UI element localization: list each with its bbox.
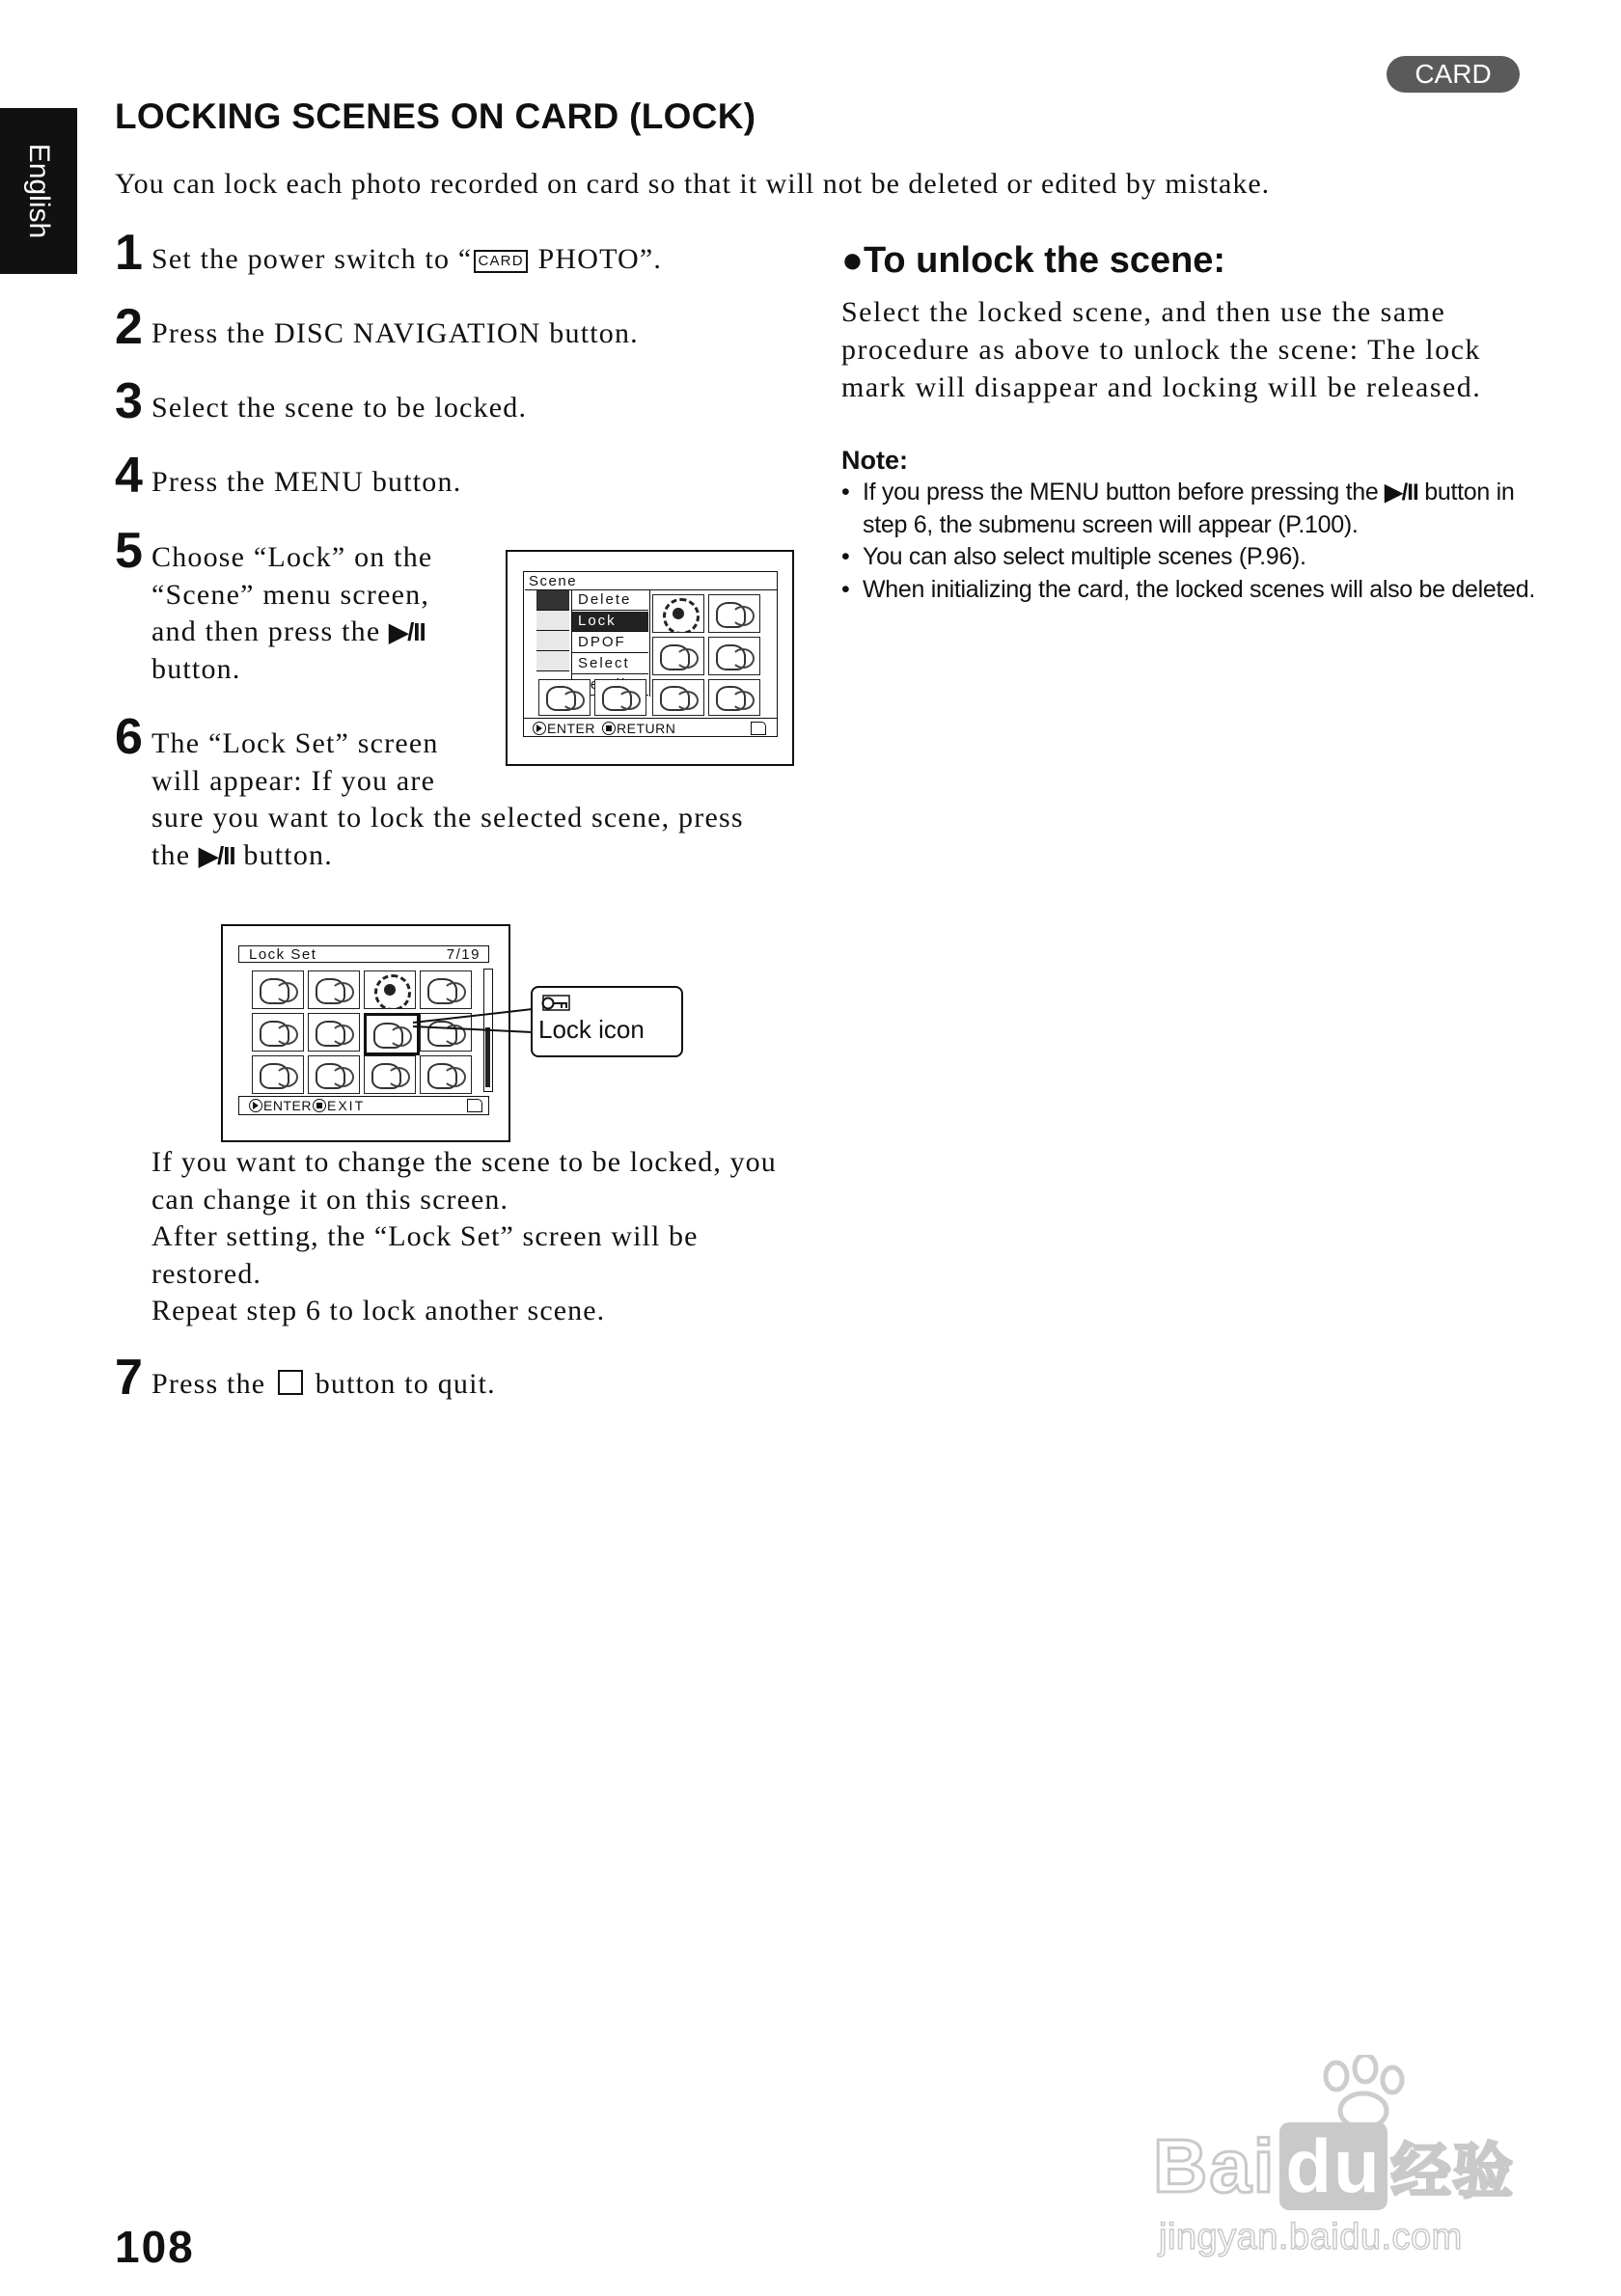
step-line-text: the xyxy=(151,838,191,871)
note-list xyxy=(841,477,1536,606)
step-text xyxy=(151,1366,496,1404)
footer-enter-label: ENTER xyxy=(547,721,595,736)
play-pause-icon: ▶/II xyxy=(389,617,426,646)
menu-item-lock[interactable]: Lock xyxy=(572,612,648,632)
note-item: • When initializing the card, the locked scenes will also be deleted. xyxy=(841,574,1536,607)
thumbnail xyxy=(652,594,704,633)
unlock-body: Select the locked scene, and then use the same procedure as above to unlock the scene: The lock mark will disappear and locking will be released. xyxy=(841,296,1482,403)
step-text xyxy=(151,539,432,688)
step-line: button. xyxy=(151,652,241,685)
page-title: LOCKING SCENES ON CARD (LOCK) xyxy=(115,96,756,136)
step-number: 2 xyxy=(115,299,143,355)
stop-circle-icon xyxy=(313,1099,326,1112)
watermark-brand xyxy=(1153,2122,1515,2210)
play-pause-icon: ▶/II xyxy=(198,840,235,870)
play-circle-icon xyxy=(249,1099,262,1112)
lockset-counter: 7/19 xyxy=(446,946,481,963)
play-pause-icon: ▶/II xyxy=(1385,479,1418,506)
lockset-title-bar xyxy=(238,945,489,963)
key-icon xyxy=(540,994,571,1013)
footer-enter xyxy=(249,1098,312,1113)
detail-line: If you want to change the scene to be locked, you xyxy=(151,1146,777,1178)
scene-screen-title: Scene xyxy=(525,573,778,590)
footer-exit-label: EXIT xyxy=(327,1098,366,1113)
intro-text: You can lock each photo recorded on card so that it will not be deleted or edited by mistake. xyxy=(115,168,1271,200)
step-line-text: and then press the xyxy=(151,615,381,647)
step-line: will appear: If you are xyxy=(151,764,436,797)
language-tab xyxy=(0,108,77,274)
lockset-title: Lock Set xyxy=(249,946,317,963)
thumbnail xyxy=(652,637,704,675)
footer-exit xyxy=(313,1098,365,1113)
lock-icon-callout xyxy=(531,986,683,1057)
step-number: 5 xyxy=(115,523,143,579)
thumbnail[interactable] xyxy=(308,970,360,1009)
step-line xyxy=(151,837,744,875)
step-number: 3 xyxy=(115,373,143,429)
thumbnail[interactable] xyxy=(252,1055,304,1094)
baidu-watermark xyxy=(1153,2055,1539,2267)
side-button xyxy=(536,631,569,651)
step-number: 6 xyxy=(115,709,143,765)
step-6-details xyxy=(151,1144,777,1330)
thumbnail[interactable] xyxy=(308,1055,360,1094)
step-text-part: Press the xyxy=(151,1368,266,1400)
watermark-cn: 经验 xyxy=(1390,2139,1515,2205)
side-button xyxy=(536,590,569,611)
side-button xyxy=(536,611,569,631)
detail-line: After setting, the “Lock Set” screen will be xyxy=(151,1220,699,1252)
language-tab-label: English xyxy=(23,143,55,239)
step-text xyxy=(151,725,744,874)
thumbnail xyxy=(708,679,760,716)
step-text: Press the MENU button. xyxy=(151,466,462,498)
step-text: Select the scene to be locked. xyxy=(151,392,528,424)
thumbnail[interactable] xyxy=(252,970,304,1009)
thumbnail xyxy=(708,594,760,633)
detail-line: restored. xyxy=(151,1257,262,1290)
step-number: 7 xyxy=(115,1350,143,1406)
section-badge: CARD xyxy=(1387,56,1520,93)
step-line: The “Lock Set” screen xyxy=(151,727,439,759)
paw-icon xyxy=(1307,2055,1414,2132)
detail-line: can change it on this screen. xyxy=(151,1183,509,1216)
thumbnail[interactable] xyxy=(308,1013,360,1052)
lockset-footer xyxy=(238,1096,489,1115)
watermark-url: jingyan.baidu.com xyxy=(1159,2217,1463,2257)
step-line xyxy=(151,614,432,651)
menu-item-delete[interactable]: Delete xyxy=(572,590,648,611)
card-doc-icon xyxy=(467,1099,482,1112)
side-button xyxy=(536,651,569,671)
step-text-part: button to quit. xyxy=(315,1368,496,1400)
step-text xyxy=(151,241,662,279)
scene-side-buttons xyxy=(536,590,570,693)
step-number: 1 xyxy=(115,225,143,281)
card-mode-icon: CARD xyxy=(474,250,527,273)
step-line: sure you want to lock the selected scene, press xyxy=(151,802,744,834)
page-number: 108 xyxy=(115,2222,195,2272)
detail-line: Repeat step 6 to lock another scene. xyxy=(151,1295,606,1326)
menu-item-select[interactable]: Select xyxy=(572,654,648,674)
thumbnail[interactable] xyxy=(420,1055,472,1094)
thumbnail xyxy=(594,679,646,716)
watermark-brand-bai: Bai xyxy=(1153,2123,1277,2208)
note-item: • You can also select multiple scenes (P.96). xyxy=(841,541,1536,574)
step-text-part: PHOTO”. xyxy=(529,243,663,275)
thumbnail xyxy=(538,679,591,716)
thumbnail xyxy=(708,637,760,675)
callout-label: Lock icon xyxy=(538,1015,645,1044)
step-line: “Scene” menu screen, xyxy=(151,578,430,611)
note-text: If you press the MENU button before pressing the xyxy=(863,478,1379,506)
note-item xyxy=(841,477,1536,541)
thumbnail[interactable] xyxy=(252,1013,304,1052)
thumbnail[interactable] xyxy=(364,1055,416,1094)
step-text: Press the DISC NAVIGATION button. xyxy=(151,317,639,349)
note-text: button in step 6, the submenu screen will appear (P.100). xyxy=(863,478,1515,538)
step-line: Choose “Lock” on the xyxy=(151,541,433,573)
menu-item-dpof[interactable]: DPOF xyxy=(572,633,648,653)
note-heading: Note: xyxy=(841,446,908,475)
card-doc-icon xyxy=(751,722,766,735)
stop-button-icon xyxy=(278,1370,303,1395)
watermark-brand-du: du xyxy=(1279,2122,1387,2210)
step-number: 4 xyxy=(115,448,143,504)
unlock-heading: ●To unlock the scene: xyxy=(841,240,1226,281)
step-line-text: button. xyxy=(243,838,333,871)
footer-return-label: RETURN xyxy=(617,721,676,736)
footer-enter-label: ENTER xyxy=(263,1098,312,1113)
callout-leader xyxy=(405,994,540,1061)
thumbnail xyxy=(652,679,704,716)
step-text-part: Set the power switch to “ xyxy=(151,243,473,275)
